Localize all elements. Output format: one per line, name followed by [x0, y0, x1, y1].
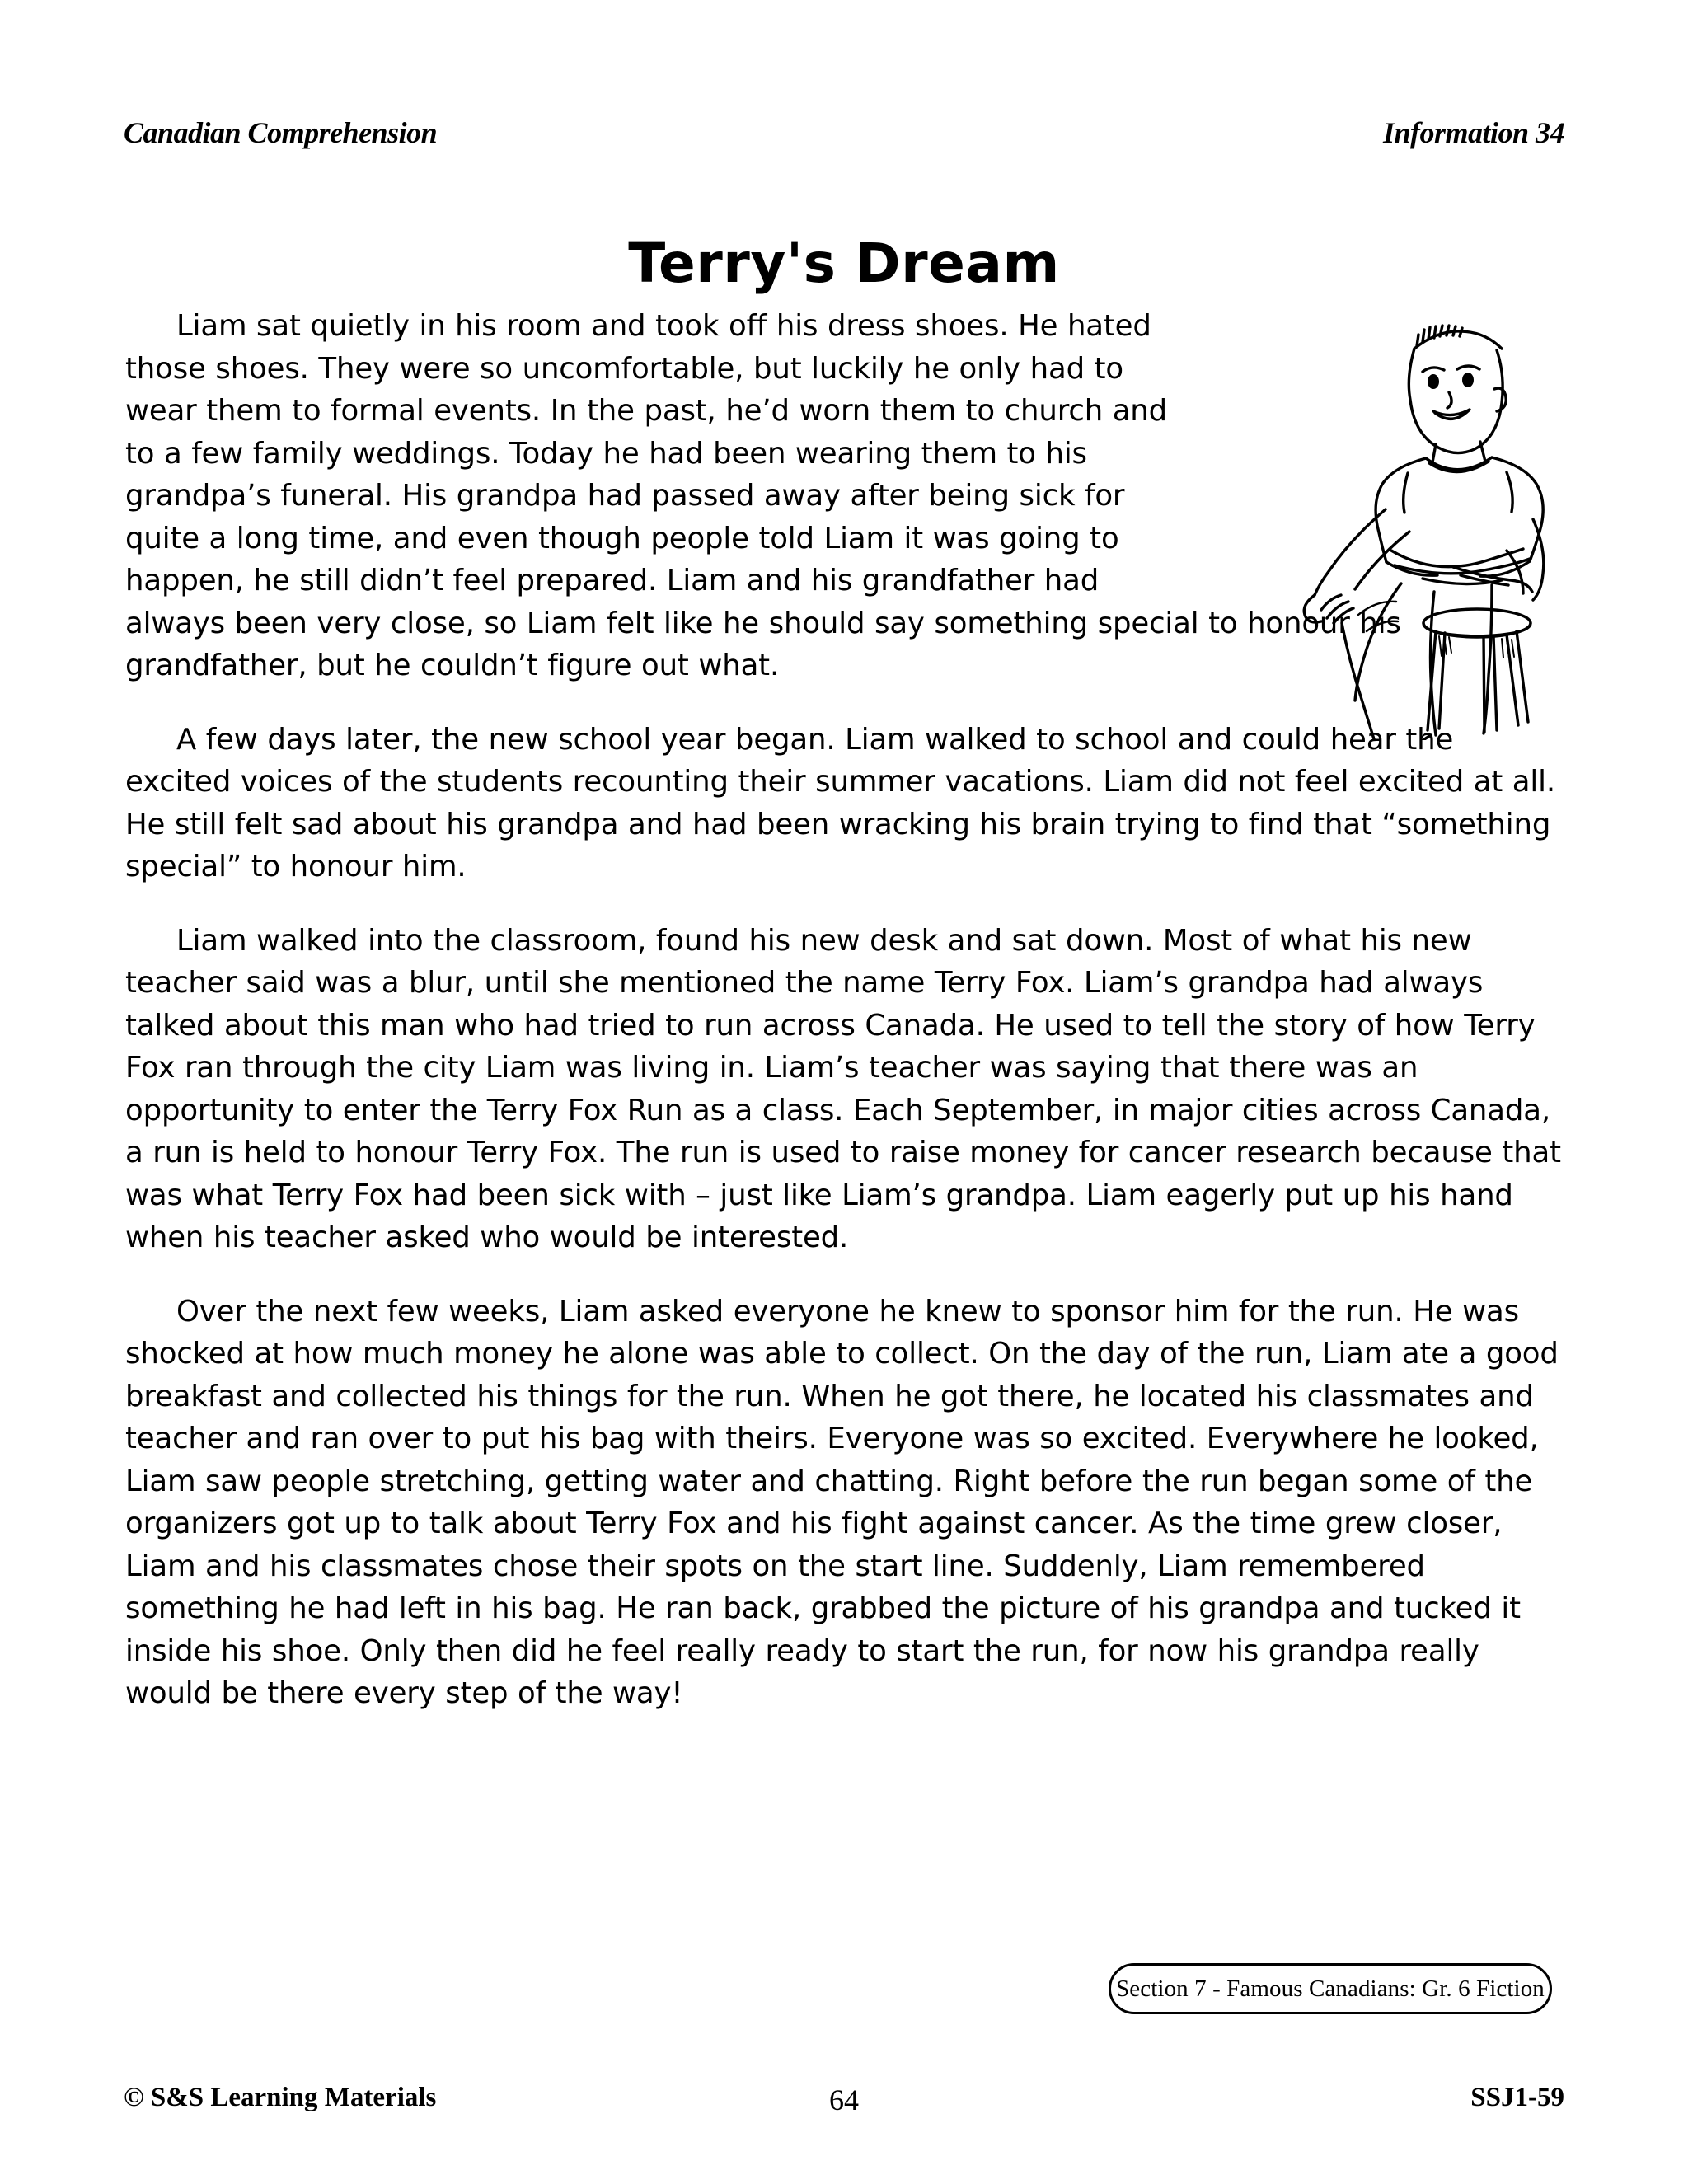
footer-product-code: SSJ1-59	[1470, 2083, 1564, 2112]
running-head	[124, 115, 1564, 150]
paragraph-4: Over the next few weeks, Liam asked everyone he knew to sponsor him for the run. He was shocked at how much money he alone was able to collect. On the day of the run, Liam ate a good breakfast and collected his things for the run. When he got there, he located his classmates and teacher and ran over to put his bag with theirs. Everyone was so excited. Everywhere he looked, Liam saw people stretching, getting water and chatting. Right before the run began some of the organizers got up to talk about Terry Fox and his fight against cancer. As the time grew closer, Liam and his classmates chose their spots on the start line. Suddenly, Liam remembered something he had left in his bag. He ran back, grabbed the picture of his grandpa and tucked it inside his shoe. Only then did he feel really ready to start the run, for now his grandpa really would be there every step of the way!	[125, 1294, 1559, 1710]
footer-copyright: © S&S Learning Materials	[124, 2083, 437, 2112]
running-head-page-label: Information 34	[1382, 116, 1564, 149]
page-title: Terry's Dream	[628, 232, 1060, 296]
paragraph-1-text: Liam sat quietly in his room and took off his dress shoes. He hated those shoes. They were so uncomfortable, but luckily he only had to wear them to formal events. In the past, he’d worn them to church and to a few family weddings. Today he had been wearing them to his grandpa’s funeral. His grandpa had passed away after being sick for quite a long time, and even though people told Liam it was going to happen, he still didn’t feel prepared. Liam and his grandfather had always been very close, so Liam felt like he should say something special to honour his grandfather, but he couldn’t figure out what.	[125, 309, 1401, 682]
story-body	[125, 305, 1563, 1715]
page-footer	[124, 2083, 1564, 2116]
section-badge	[1109, 1963, 1552, 2014]
running-head-series-title: Canadian Comprehension	[124, 116, 438, 149]
section-badge-label: Section 7 - Famous Canadians: Gr. 6 Fiction	[1116, 1975, 1545, 2002]
footer-page-number: 64	[829, 2083, 859, 2116]
illustration-text-wrap-spacer	[1200, 305, 1563, 577]
paragraph-1	[125, 305, 1563, 687]
paragraph-3: Liam walked into the classroom, found his new desk and sat down. Most of what his new teacher said was a blur, until she mentioned the name Terry Fox. Liam’s grandpa had always talked about this man who had tried to run across Canada. He used to tell the story of how Terry Fox ran through the city Liam was living in. Liam’s teacher was saying that there was an opportunity to enter the Terry Fox Run as a class. Each September, in major cities across Canada, a run is held to honour Terry Fox. The run is used to raise money for cancer research because that was what Terry Fox had been sick with – just like Liam’s grandpa. Liam eagerly put up his hand when his teacher asked who would be interested.	[125, 923, 1561, 1254]
paragraph-2: A few days later, the new school year began. Liam walked to school and could hear the excited voices of the students recounting their summer vacations. Liam did not feel excited at all. He still felt sad about his grandpa and had been wracking his brain trying to find that “something special” to honour him.	[125, 722, 1555, 883]
